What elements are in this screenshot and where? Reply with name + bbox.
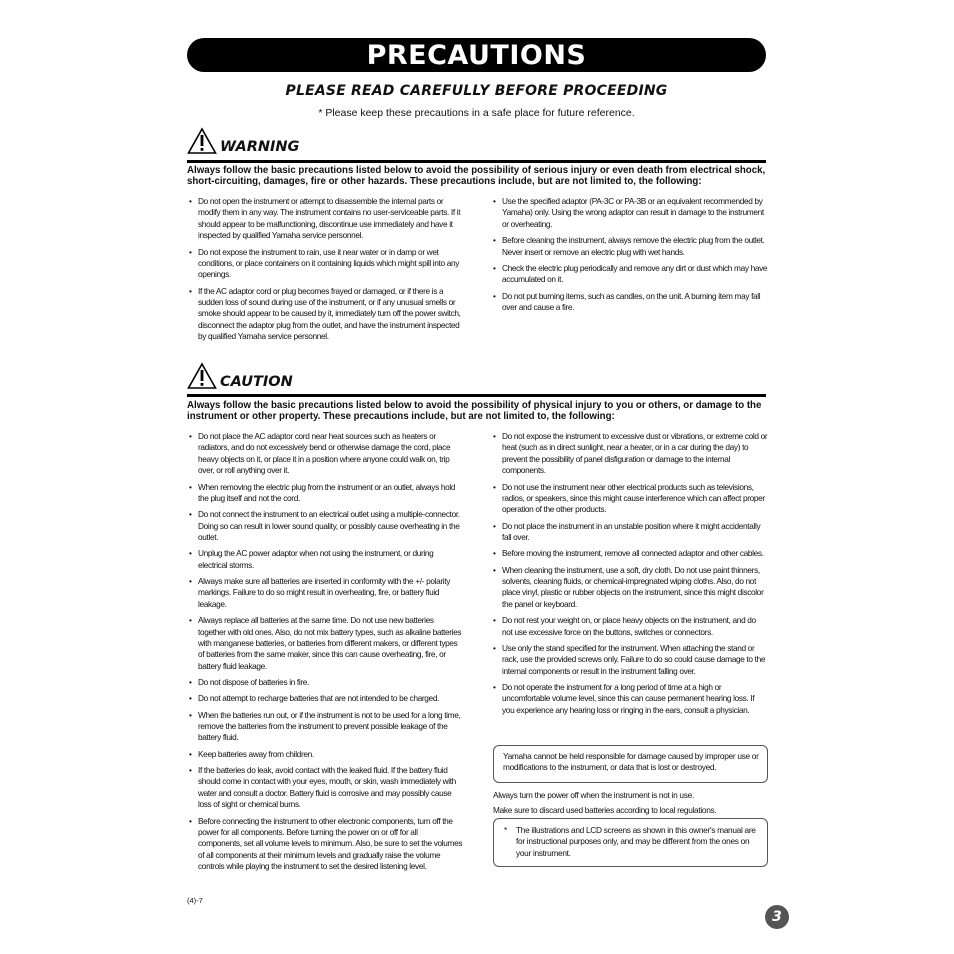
list-item: • Do not use the instrument near other electrical products such as televisions, radios, or speakers, since this might cause interference which can affect proper operation of the other products.	[492, 482, 768, 516]
illustration-box	[493, 818, 768, 867]
list-item: • If the batteries do leak, avoid contact with the leaked fluid. If the battery fluid should come in contact with your eyes, mouth, or skin, wash immediately with water and consult a doctor. Battery fluid is corrosive and may possibly cause loss of sight or chemical burns.	[188, 765, 463, 811]
list-item: • When removing the electric plug from the instrument or an outlet, always hold the plug itself and not the cord.	[188, 482, 463, 505]
liability-box: Yamaha cannot be held responsible for damage caused by improper use or modifications to the instrument, or data that is lost or destroyed.	[493, 745, 768, 783]
list-item: • Always replace all batteries at the same time. Do not use new batteries together with old ones. Also, do not mix battery types, such as alkaline batteries with manganese batteries, or batteries from different makers, or different types of batteries from the same maker, since this can cause overheating, fire, or battery fluid leakage.	[188, 615, 463, 672]
page-title: PRECAUTIONS	[366, 39, 587, 71]
list-item: • Keep batteries away from children.	[188, 749, 463, 760]
warning-triangle-icon	[187, 127, 217, 155]
caution-heading: CAUTION	[220, 374, 293, 390]
list-item: • Check the electric plug periodically and remove any dirt or dust which may have accumulated on it.	[492, 263, 768, 286]
list-item: • Do not dispose of batteries in fire.	[188, 677, 463, 688]
warning-heading: WARNING	[220, 139, 300, 155]
caution-triangle-icon	[187, 362, 217, 390]
caution-right-list	[492, 431, 768, 721]
list-item: • If the AC adaptor cord or plug becomes frayed or damaged, or if there is a sudden loss of sound during use of the instrument, or if any unusual smells or smoke should appear to be caused by it, immediately turn off the power switch, disconnect the adaptor plug from the outlet, and have the instrument inspected by qualified Yamaha service personnel.	[188, 286, 463, 343]
list-item: • Do not connect the instrument to an electrical outlet using a multiple-connector. Doing so can result in lower sound quality, or possibly cause overheating in the outlet.	[188, 509, 463, 543]
list-item: • Do not expose the instrument to rain, use it near water or in damp or wet conditions, or place containers on it containing liquids which might spill into any openings.	[188, 247, 463, 281]
list-item: • Do not expose the instrument to excessive dust or vibrations, or extreme cold or heat (such as in direct sunlight, near a heater, or in a car during the day) to prevent the possibility of panel disfiguration or damage to the internal components.	[492, 431, 768, 477]
list-item: • Do not put burning items, such as candles, on the unit. A burning item may fall over and cause a fire.	[492, 291, 768, 314]
title-bar	[187, 38, 766, 72]
illustration-note: The illustrations and LCD screens as shown in this owner's manual are for instructional purposes only, and may be different from the ones on your instrument.	[516, 825, 756, 858]
keep-note: * Please keep these precautions in a safe place for future reference.	[318, 107, 635, 119]
warning-left-list	[188, 196, 463, 348]
list-item: • Before moving the instrument, remove all connected adaptor and other cables.	[492, 548, 768, 559]
page-number: 3	[765, 905, 789, 929]
list-item: • Do not place the AC adaptor cord near heat sources such as heaters or radiators, and do not excessively bend or otherwise damage the cord, place heavy objects on it, or place it in a position where anyone could walk on, trip over, or roll anything over it.	[188, 431, 463, 477]
list-item: • When the batteries run out, or if the instrument is not to be used for a long time, remove the batteries from the instrument to prevent possible leakage of the battery fluid.	[188, 710, 463, 744]
warning-header	[187, 127, 766, 155]
list-item: • Do not open the instrument or attempt to disassemble the internal parts or modify them in any way. The instrument contains no user-serviceable parts. If it should appear to be malfunctioning, discontinue use immediately and have it inspected by qualified Yamaha service personnel.	[188, 196, 463, 242]
subtitle: PLEASE READ CAREFULLY BEFORE PROCEEDING	[285, 83, 668, 99]
list-item: • Use the specified adaptor (PA-3C or PA-3B or an equivalent recommended by Yamaha) only. Using the wrong adaptor can result in damage to the instrument or overheating.	[492, 196, 768, 230]
warning-intro: Always follow the basic precautions listed below to avoid the possibility of serious injury or even death from electrical shock, short-circuiting, damages, fire or other hazards. These precautions include, but are not limited to, the following:	[187, 165, 766, 187]
caution-rule	[187, 394, 766, 397]
list-item: • Before cleaning the instrument, always remove the electric plug from the outlet. Never insert or remove an electric plug with wet hands.	[492, 235, 768, 258]
caution-left-list	[188, 431, 463, 878]
list-item: • Always make sure all batteries are inserted in conformity with the +/- polarity markings. Failure to do so might result in overheating, fire, or battery fluid leakage.	[188, 576, 463, 610]
caution-header	[187, 362, 766, 390]
list-item: • Do not attempt to recharge batteries that are not intended to be charged.	[188, 693, 463, 704]
battery-note: Make sure to discard used batteries according to local regulations.	[493, 805, 717, 815]
list-item: • Unplug the AC power adaptor when not using the instrument, or during electrical storms.	[188, 548, 463, 571]
list-item: • When cleaning the instrument, use a soft, dry cloth. Do not use paint thinners, solvents, cleaning fluids, or chemical-impregnated wiping cloths. Also, do not place vinyl, plastic or rubber objects on the instrument, since this might discolor the panel or keyboard.	[492, 565, 768, 611]
power-note: Always turn the power off when the instrument is not in use.	[493, 790, 694, 800]
list-item: • Do not rest your weight on, or place heavy objects on the instrument, and do not use excessive force on the buttons, switches or connectors.	[492, 615, 768, 638]
footer-code: (4)-7	[187, 896, 203, 905]
asterisk-marker: *	[504, 825, 507, 835]
list-item: • Do not place the instrument in an unstable position where it might accidentally fall over.	[492, 521, 768, 544]
list-item: • Before connecting the instrument to other electronic components, turn off the power for all components. Before turning the power on or off for all components, set all volume levels to minimum. Also, be sure to set the volumes of all components at their minimum levels and gradually raise the volume controls while playing the instrument to set the desired listening level.	[188, 816, 463, 873]
warning-right-list	[492, 196, 768, 318]
warning-rule	[187, 160, 766, 163]
list-item: • Do not operate the instrument for a long period of time at a high or uncomfortable volume level, since this can cause permanent hearing loss. If you experience any hearing loss or ringing in the ears, consult a physician.	[492, 682, 768, 716]
list-item: • Use only the stand specified for the instrument. When attaching the stand or rack, use the provided screws only. Failure to do so could cause damage to the internal components or result in the instrument falling over.	[492, 643, 768, 677]
caution-intro: Always follow the basic precautions listed below to avoid the possibility of physical injury to you or others, or damage to the instrument or other property. These precautions include, but are not limited to, the following:	[187, 400, 762, 422]
